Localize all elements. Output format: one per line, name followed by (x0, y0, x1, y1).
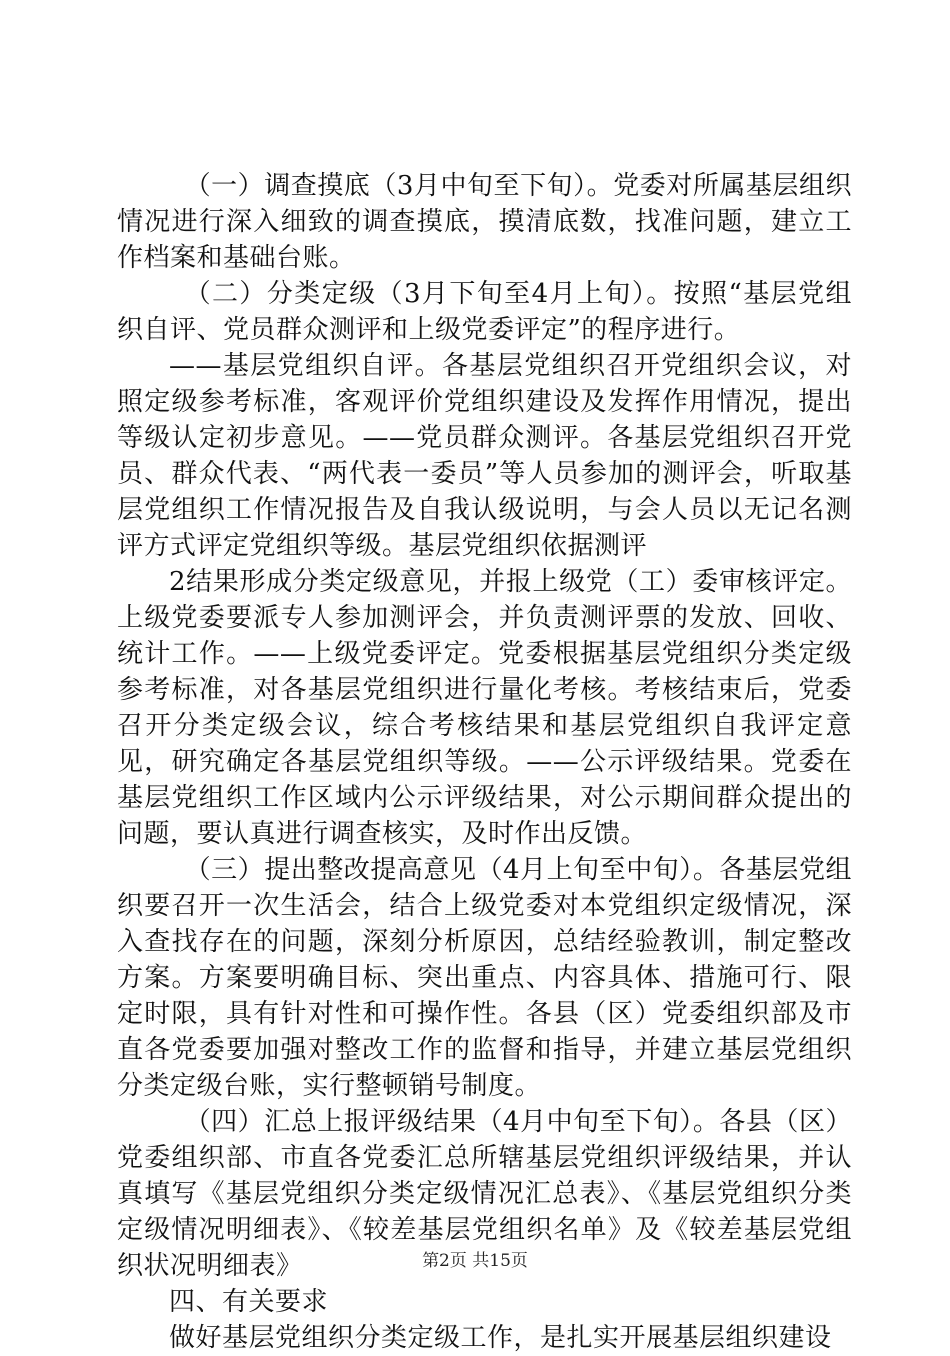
paragraph-classification: （二）分类定级（3月下旬至4月上旬）。按照“基层党组织自评、党员群众测评和上级党委评定”的程序进行。 (117, 279, 852, 345)
paragraph-self-evaluation: ——基层党组织自评。各基层党组织召开党组织会议，对照定级参考标准，客观评价党组织建设及发挥作用情况，提出等级认定初步意见。——党员群众测评。各基层党组织召开党员、群众代表、“两代表一委员”等人员参加的测评会，听取基层党组织工作情况报告及自我认级说明，与会人员以无记名测评方式评定党组织等级。基层党组织依据测评 (117, 351, 852, 561)
paragraph-investigation: （一）调查摸底（3月中旬至下旬）。党委对所属基层组织情况进行深入细致的调查摸底，摸清底数，找准问题，建立工作档案和基础台账。 (117, 171, 852, 273)
page-footer: 第2页 共15页 (422, 1251, 528, 1271)
paragraph-requirements: 做好基层党组织分类定级工作，是扎实开展基层组织建设 (169, 1323, 832, 1353)
paragraph-results: 2结果形成分类定级意见，并报上级党（工）委审核评定。上级党委要派专人参加测评会，并负责测评票的发放、回收、统计工作。——上级党委评定。党委根据基层党组织分类定级参考标准，对各基层党组织进行量化考核。考核结束后，党委召开分类定级会议，综合考核结果和基层党组织自我评定意见，研究确定各基层党组织等级。——公示评级结果。党委在基层党组织工作区域内公示评级结果，对公示期间群众提出的问题，要认真进行调查核实，及时作出反馈。 (117, 567, 852, 849)
section-heading-requirements: 四、有关要求 (169, 1287, 329, 1317)
paragraph-rectification: （三）提出整改提高意见（4月上旬至中旬）。各基层党组织要召开一次生活会，结合上级党委对本党组织定级情况，深入查找存在的问题，深刻分析原因，总结经验教训，制定整改方案。方案要明确目标、突出重点、内容具体、措施可行、限定时限，具有针对性和可操作性。各县（区）党委组织部及市直各党委要加强对整改工作的监督和指导，并建立基层党组织分类定级台账，实行整顿销号制度。 (117, 855, 852, 1101)
paragraph-summary-report: （四）汇总上报评级结果（4月中旬至下旬）。各县（区）党委组织部、市直各党委汇总所辖基层党组织评级结果，并认真填写《基层党组织分类定级情况汇总表》、《基层党组织分类定级情况明细表》、《较差基层党组织名单》及《较差基层党组织状况明细表》 (117, 1107, 852, 1281)
document-body (117, 168, 852, 1356)
